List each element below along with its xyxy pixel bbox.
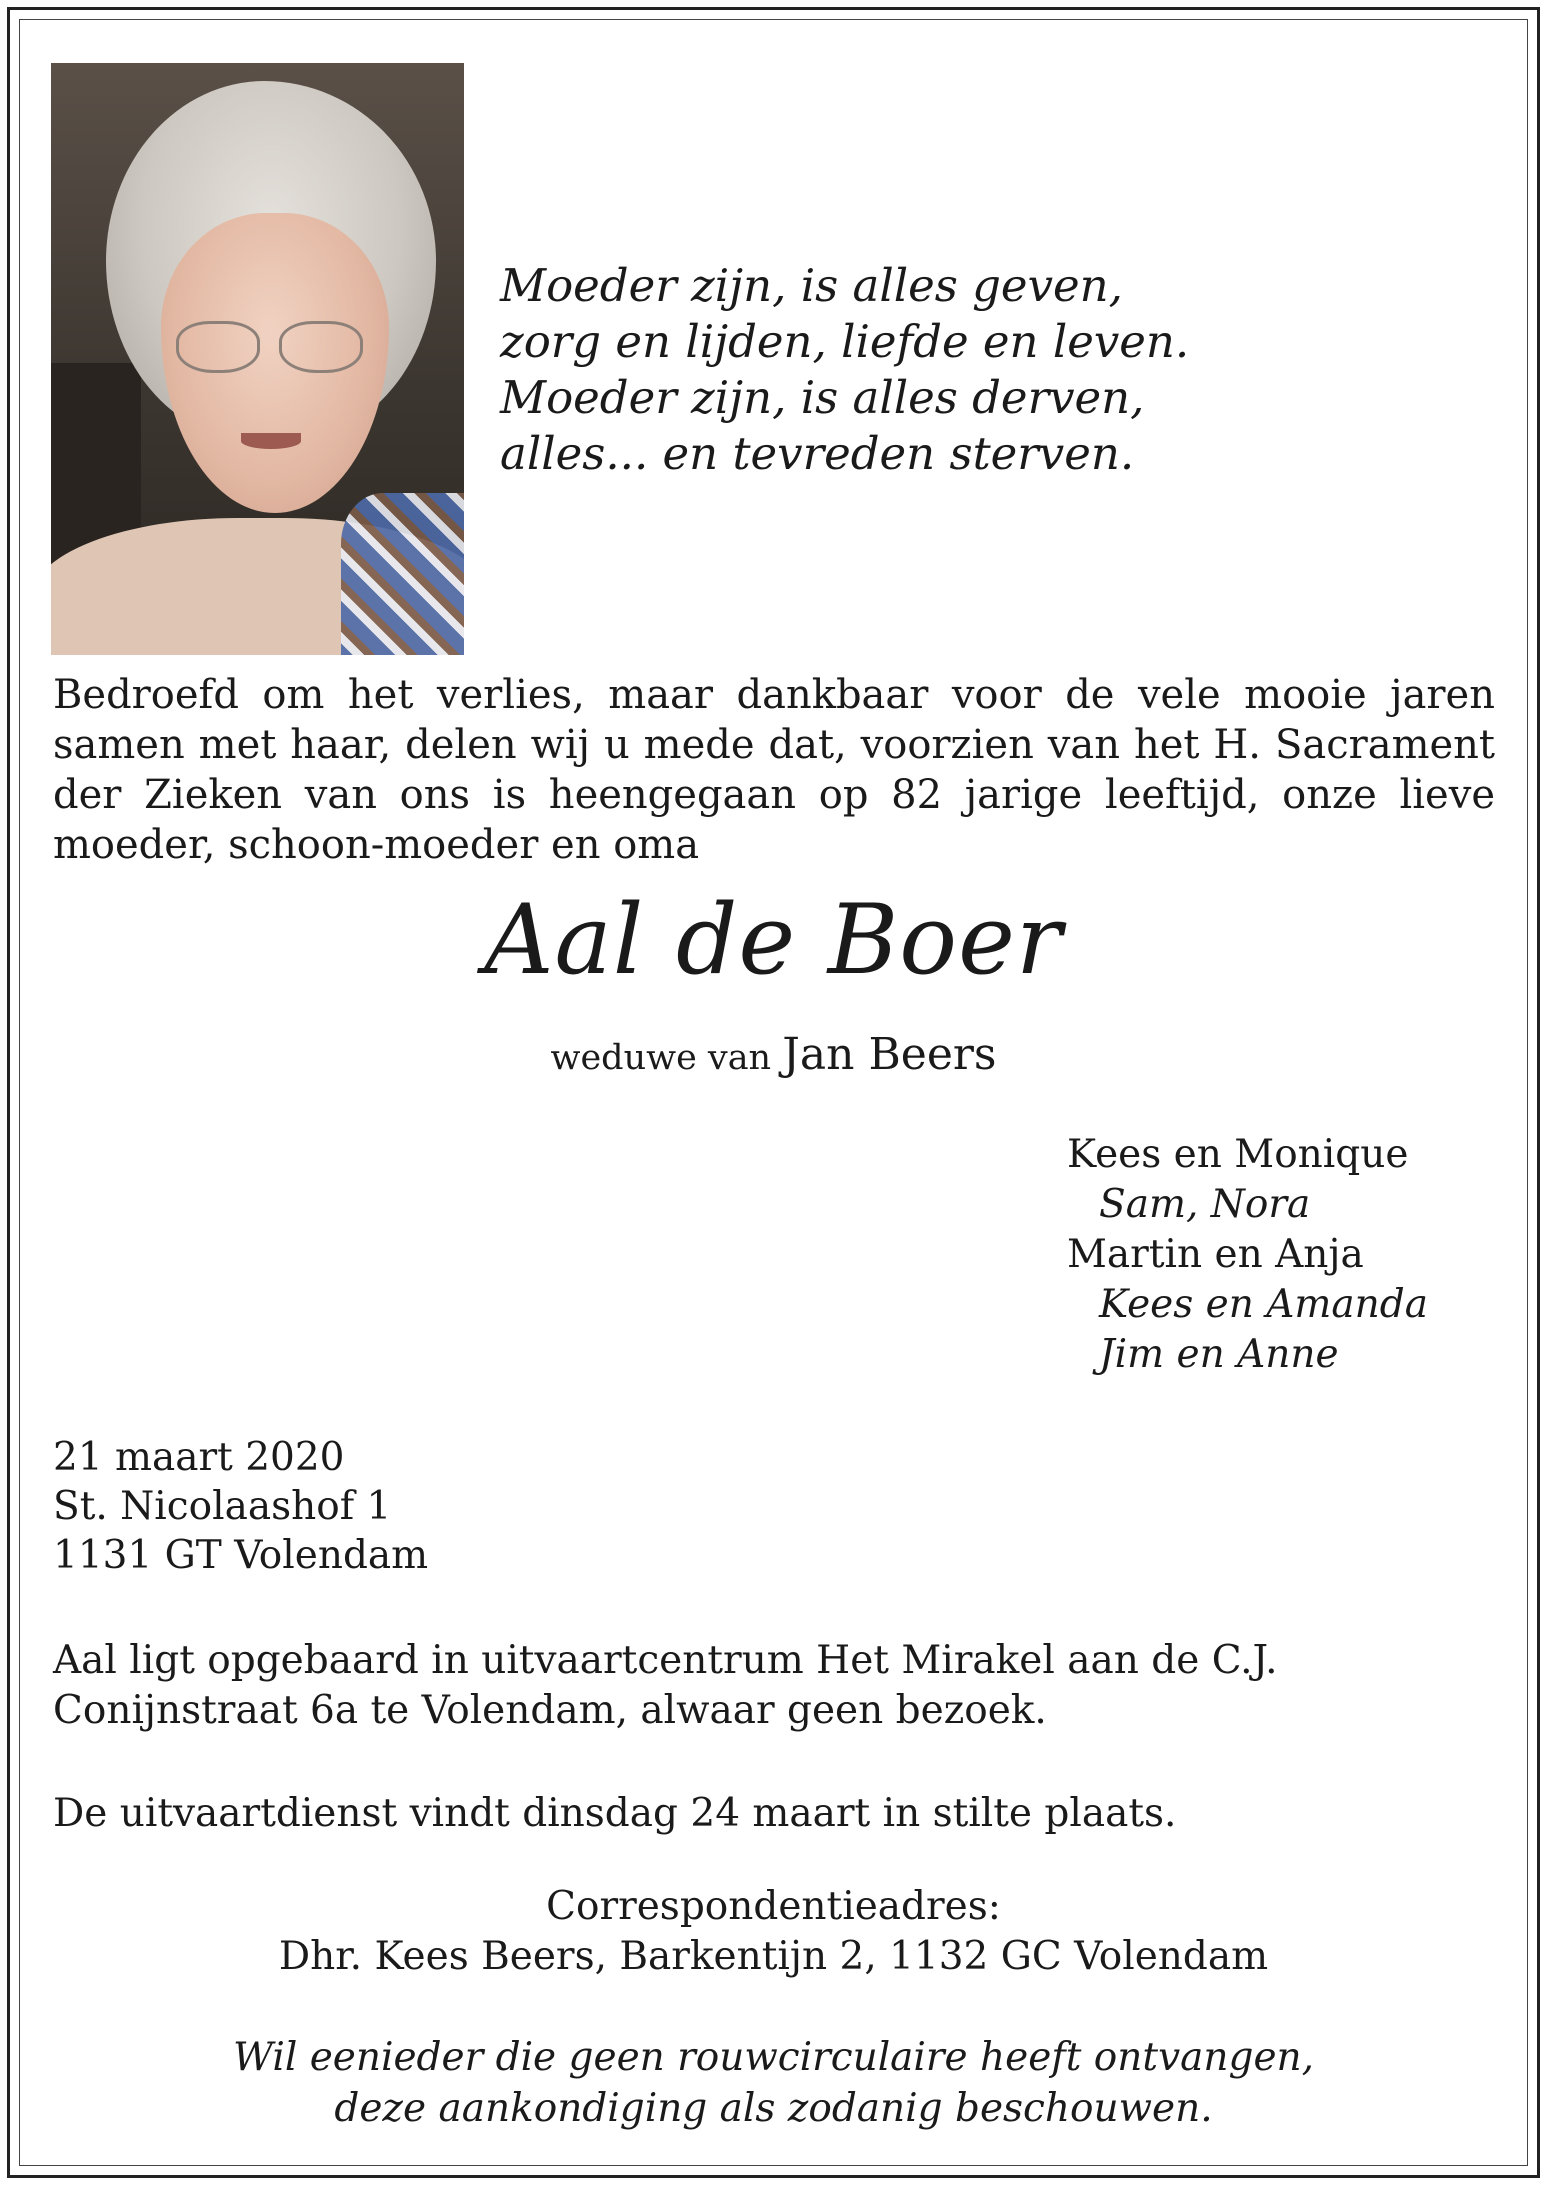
spouse-name: Jan Beers — [782, 1029, 997, 1080]
widow-line — [0, 1025, 1547, 1088]
child-couple: Martin en Anja — [1067, 1232, 1364, 1277]
address-block — [53, 1433, 428, 1580]
street: St. Nicolaashof 1 — [53, 1484, 392, 1529]
poem-line: alles... en tevreden sterven. — [500, 427, 1135, 480]
portrait-photo — [51, 63, 464, 655]
correspondence-address: Dhr. Kees Beers, Barkentijn 2, 1132 GC Volendam — [278, 1934, 1269, 1979]
city: 1131 GT Volendam — [53, 1533, 429, 1578]
laid-out-text: Aal ligt opgebaard in uitvaartcentrum Het Mirakel aan de C.J. Conijnstraat 6a te Volendam, alwaar geen bezoek. — [53, 1638, 1278, 1733]
closing-line: Wil eenieder die geen rouwcirculaire heeft ontvangen, — [232, 2035, 1315, 2080]
service-text: De uitvaartdienst vindt dinsdag 24 maart in stilte plaats. — [53, 1791, 1177, 1836]
closing-note — [0, 2032, 1547, 2134]
family-list — [1067, 1130, 1428, 1380]
grandchildren: Sam, Nora — [1099, 1182, 1311, 1227]
poem-line: Moeder zijn, is alles geven, — [500, 259, 1123, 312]
deceased-name: Aal de Boer — [484, 884, 1063, 996]
grandchildren: Jim en Anne — [1099, 1332, 1339, 1377]
grandchildren: Kees en Amanda — [1099, 1282, 1428, 1327]
poem-line: Moeder zijn, is alles derven, — [500, 371, 1145, 424]
closing-line: deze aankondiging als zodanig beschouwen. — [334, 2086, 1213, 2131]
date: 21 maart 2020 — [53, 1435, 345, 1480]
correspondence-label: Correspondentieadres: — [546, 1884, 1001, 1929]
intro-text: Bedroefd om het verlies, maar dankbaar voor de vele mooie jaren samen met haar, delen wij u mede dat, voorzien van het H. Sacrament der Zieken van ons is heengegaan op 82 jarige leeftijd, onze lieve moeder, schoon-moeder en oma — [53, 672, 1495, 868]
poem — [500, 258, 1189, 482]
poem-line: zorg en lijden, liefde en leven. — [500, 315, 1190, 368]
child-couple: Kees en Monique — [1067, 1132, 1409, 1177]
correspondence — [0, 1882, 1547, 1982]
widow-prefix: weduwe van — [550, 1038, 772, 1078]
